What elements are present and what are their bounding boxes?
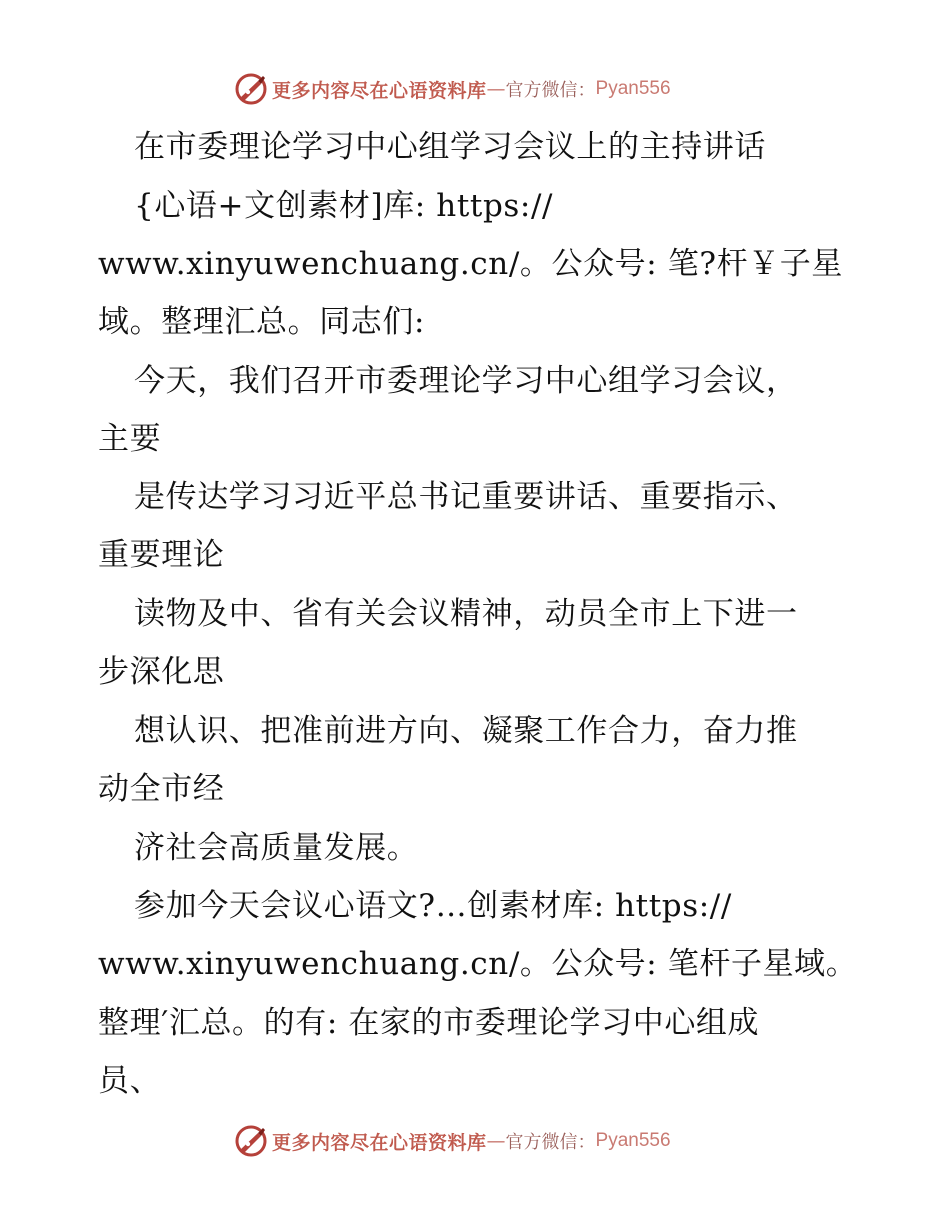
- banner-slogan: 更多内容尽在心语资料库: [272, 1131, 487, 1154]
- text-line: 员、: [98, 1063, 162, 1099]
- banner-slogan: 更多内容尽在心语资料库: [272, 79, 487, 102]
- text-line: 重要理论: [98, 537, 225, 573]
- banner-wechat-label: 官方微信：: [505, 80, 596, 101]
- banner-separator: —: [486, 1130, 506, 1152]
- text-line: {心语+文创素材]库: https://: [134, 188, 554, 224]
- footer-banner: [234, 1124, 671, 1158]
- text-line: 读物及中、省有关会议精神，动员全市上下进一: [134, 596, 798, 632]
- banner-wechat-label: 官方微信：: [505, 1132, 596, 1153]
- text-line: 主要: [98, 421, 162, 457]
- text-line: 域。整理汇总。同志们:: [98, 304, 426, 340]
- pen-circle-logo-icon: [234, 72, 268, 106]
- text-line: 济社会高质量发展。: [134, 830, 419, 866]
- text-line: www.xinyuwenchuang.cn/。公众号: 笔?杆￥子星: [98, 246, 843, 282]
- document-title: 在市委理论学习中心组学习会议上的主持讲话: [134, 129, 766, 165]
- pen-circle-logo-icon: [234, 1124, 268, 1158]
- banner-wechat-id: Pyan556: [595, 78, 671, 99]
- text-line: 整理′汇总。的有: 在家的市委理论学习中心组成: [98, 1005, 760, 1041]
- text-line: 是传达学习习近平总书记重要讲话、重要指示、: [134, 479, 798, 515]
- banner-wechat-id: Pyan556: [595, 1130, 671, 1151]
- header-banner: [234, 72, 671, 106]
- text-line: 动全市经: [98, 771, 225, 807]
- banner-separator: —: [486, 78, 506, 100]
- text-line: www.xinyuwenchuang.cn/。公众号: 笔杆子星域。: [98, 946, 858, 982]
- text-line: 步深化思: [98, 654, 225, 690]
- text-line: 想认识、把准前进方向、凝聚工作合力，奋力推: [134, 713, 798, 749]
- text-line: 参加今天会议心语文?…创素材库: https://: [134, 888, 732, 924]
- text-line: 今天，我们召开市委理论学习中心组学习会议，: [134, 363, 798, 399]
